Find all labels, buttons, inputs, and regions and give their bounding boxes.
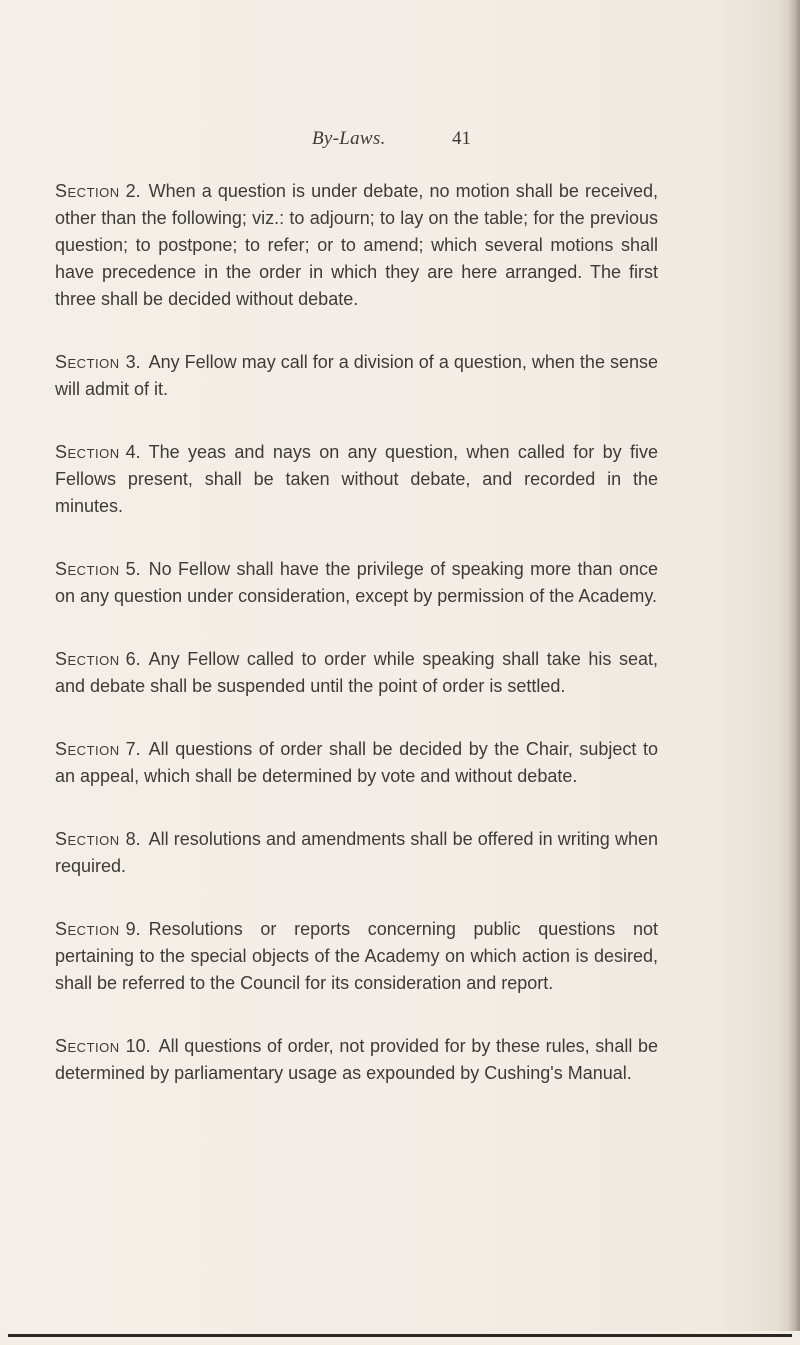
- section-6: [55, 646, 658, 700]
- binding-edge-rule: [8, 1334, 792, 1337]
- section-3: [55, 349, 658, 403]
- section-2: [55, 178, 658, 313]
- section-number: 9.: [125, 919, 141, 939]
- section-text: All questions of order, not provided for by these rules, shall be determined by parliamentary usage as expounded by Cushing's Manual.: [55, 1036, 658, 1083]
- section-number: 6.: [125, 649, 141, 669]
- section-7: [55, 736, 658, 790]
- section-5: [55, 556, 658, 610]
- section-number: 7.: [125, 739, 141, 759]
- section-label: Section: [55, 181, 120, 201]
- section-number: 8.: [125, 829, 141, 849]
- section-label: Section: [55, 649, 120, 669]
- page-edge-shadow: [788, 0, 800, 1345]
- section-number: 2.: [125, 181, 141, 201]
- section-label: Section: [55, 739, 120, 759]
- section-8: [55, 826, 658, 880]
- section-number: 4.: [125, 442, 141, 462]
- section-text: No Fellow shall have the privilege of speaking more than once on any question under consideration, except by permission of the Academy.: [55, 559, 658, 606]
- section-9: [55, 916, 658, 997]
- section-text: When a question is under debate, no motion shall be received, other than the following; viz.: to adjourn; to lay on the table; for the previous question; to postpone; to refer; or to amend; which several motions shall have precedence in the order in which they are here arranged. The first three shall be decided without debate.: [55, 181, 658, 309]
- section-label: Section: [55, 829, 120, 849]
- page-number: 41: [452, 128, 471, 149]
- section-label: Section: [55, 352, 120, 372]
- section-text: Any Fellow called to order while speaking shall take his seat, and debate shall be suspended until the point of order is settled.: [55, 649, 658, 696]
- section-10: [55, 1033, 658, 1087]
- section-4: [55, 439, 658, 520]
- section-label: Section: [55, 919, 120, 939]
- section-number: 3.: [125, 352, 141, 372]
- running-head: [0, 128, 800, 158]
- section-text: All resolutions and amendments shall be offered in writing when required.: [55, 829, 658, 876]
- section-number: 10.: [125, 1036, 151, 1056]
- section-text: Resolutions or reports concerning public questions not pertaining to the special objects of the Academy on which action is desired, shall be referred to the Council for its consideration and report.: [55, 919, 658, 993]
- page-body: [55, 178, 658, 1123]
- section-label: Section: [55, 442, 120, 462]
- section-text: Any Fellow may call for a division of a question, when the sense will admit of it.: [55, 352, 658, 399]
- running-title: By-Laws.: [312, 128, 386, 149]
- section-label: Section: [55, 1036, 120, 1056]
- section-text: All questions of order shall be decided by the Chair, subject to an appeal, which shall be determined by vote and without debate.: [55, 739, 658, 786]
- section-text: The yeas and nays on any question, when called for by five Fellows present, shall be taken without debate, and recorded in the minutes.: [55, 442, 658, 516]
- section-number: 5.: [125, 559, 141, 579]
- section-label: Section: [55, 559, 120, 579]
